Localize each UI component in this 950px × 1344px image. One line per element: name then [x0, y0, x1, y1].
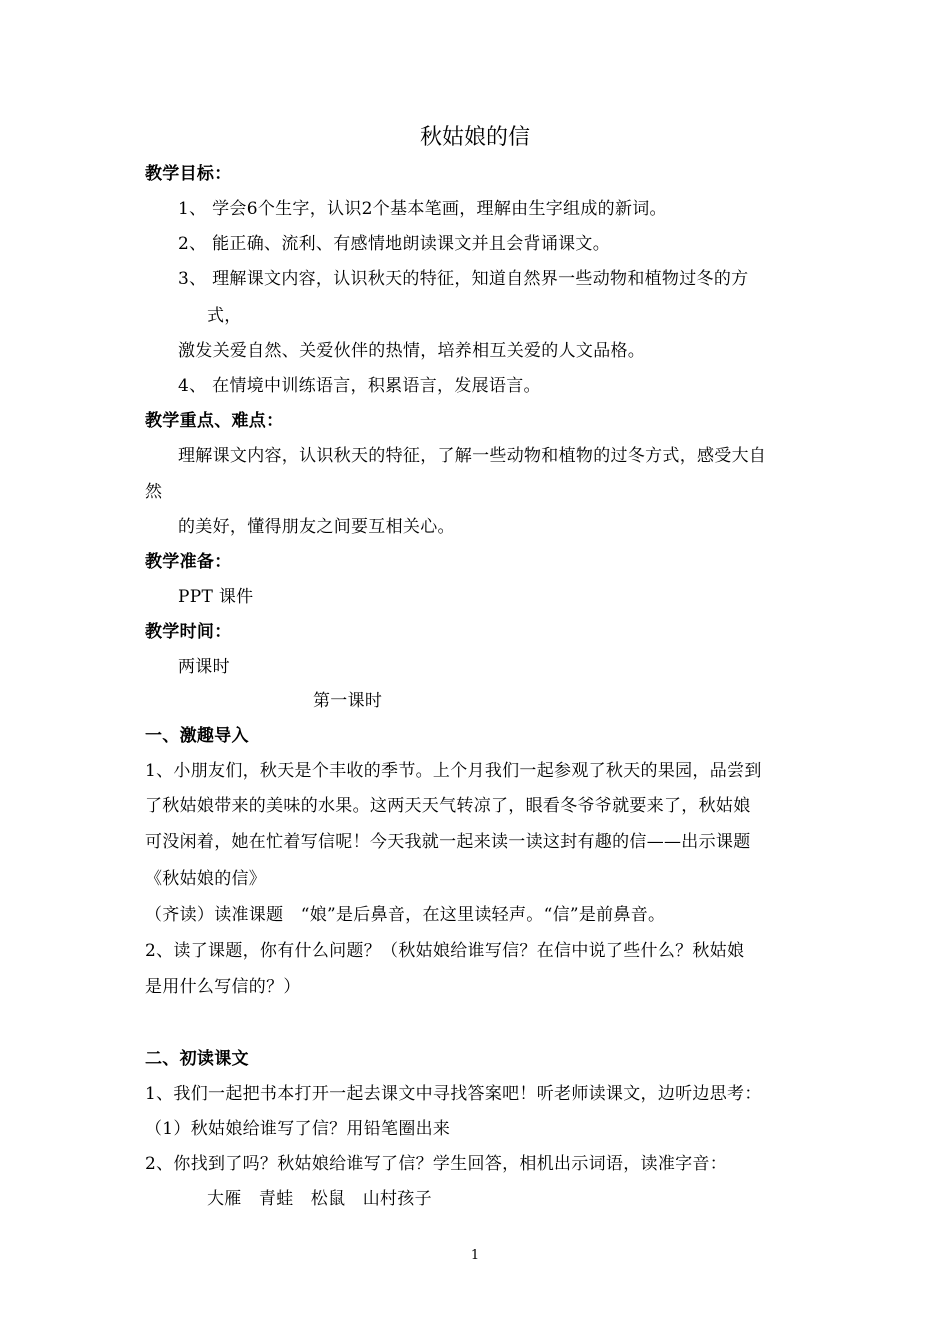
section2-text: （1）秋姑娘给谁写了信？用铅笔圈出来 [145, 1119, 451, 1139]
goals-heading: 教学目标： [145, 164, 232, 184]
time-heading: 教学时间： [145, 622, 232, 642]
goal-item-continuation: 式， [207, 306, 242, 326]
keypoints-text: 然 [145, 482, 163, 502]
vocabulary-words: 大雁 青蛙 松鼠 山村孩子 [207, 1189, 432, 1209]
section1-text: 是用什么写信的？） [145, 977, 301, 997]
section1-text: 2、读了课题，你有什么问题？（秋姑娘给谁写信？在信中说了些什么？秋姑娘 [145, 941, 745, 961]
section2-heading: 二、初读课文 [145, 1049, 249, 1069]
lesson-label: 第一课时 [313, 691, 383, 711]
section2-text: 2、你找到了吗？秋姑娘给谁写了信？学生回答，相机出示词语，读准字音： [145, 1154, 728, 1174]
section1-text: 1、小朋友们，秋天是个丰收的季节。上个月我们一起参观了秋天的果园，品尝到 [145, 761, 762, 781]
goal-item-continuation: 激发关爱自然、关爱伙伴的热情，培养相互关爱的人文品格。 [178, 341, 646, 361]
section1-text: 了秋姑娘带来的美味的水果。这两天天气转凉了，眼看冬爷爷就要来了，秋姑娘 [145, 796, 751, 816]
goal-item: 4、 在情境中训练语言，积累语言，发展语言。 [178, 376, 541, 396]
time-text: 两课时 [178, 657, 230, 677]
section1-text: 《秋姑娘的信》 [145, 869, 267, 889]
section1-heading: 一、激趣导入 [145, 726, 249, 746]
keypoints-text: 的美好，懂得朋友之间要互相关心。 [178, 517, 455, 537]
prep-text: PPT 课件 [178, 587, 254, 607]
page-number: 1 [470, 1248, 480, 1263]
section1-text: 可没闲着，她在忙着写信呢！今天我就一起来读一读这封有趣的信——出示课题 [145, 832, 751, 852]
prep-heading: 教学准备： [145, 552, 232, 572]
document-title: 秋姑娘的信 [419, 125, 530, 150]
keypoints-heading: 教学重点、难点： [145, 411, 284, 431]
keypoints-text: 理解课文内容，认识秋天的特征，了解一些动物和植物的过冬方式，感受大自 [178, 446, 767, 466]
section1-text: （齐读）读准课题 “娘”是后鼻音，在这里读轻声。“信”是前鼻音。 [145, 905, 666, 925]
goal-item: 1、 学会6个生字，认识2个基本笔画，理解由生字组成的新词。 [178, 199, 667, 219]
section2-text: 1、我们一起把书本打开一起去课文中寻找答案吧！听老师读课文，边听边思考： [145, 1084, 762, 1104]
goal-item: 2、 能正确、流利、有感情地朗读课文并且会背诵课文。 [178, 234, 611, 254]
goal-item: 3、 理解课文内容，认识秋天的特征，知道自然界一些动物和植物过冬的方 [178, 269, 749, 289]
